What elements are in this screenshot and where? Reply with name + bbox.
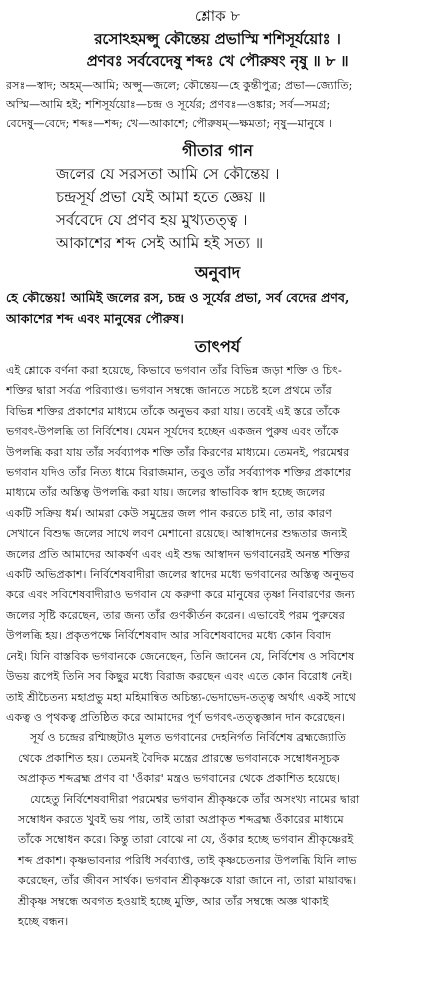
translation-text xyxy=(6,287,429,329)
purport-line: একত্ব ও পৃথকত্ব প্রতিষ্ঠিত করে আমাদের পূর্ণ ভগবৎ-তত্ত্বজ্ঞান দান করেছেন। xyxy=(6,710,346,724)
purport-line: বিভিন্ন শক্তির প্রকাশের মাধ্যমে তাঁকে অনুভব করা যায়। তবেই এই স্তরে তাঁকে xyxy=(6,404,340,418)
purport-text xyxy=(6,361,429,932)
purport-line: নেই। যিনি বাস্তবিক ভগবানকে জেনেছেন, তিনি জানেন যে, নির্বিশেষ ও সবিশেষ xyxy=(6,649,355,663)
purport-line: সূর্য ও চন্দ্রের রশ্মিচ্ছটাও মূলত ভগবানের দেহনির্গত নির্বিশেষ ব্রহ্মজ্যোতি xyxy=(30,731,347,745)
translation-line: হে কৌন্তেয়! আমিই জলের রস, চন্দ্র ও সূর্যের প্রভা, সর্ব বেদের প্রণব, xyxy=(6,290,350,305)
purport-line: ভগবান যদিও তাঁর নিত্য ধামে বিরাজমান, তবুও তাঁর সর্বব্যাপক শক্তির প্রকাশের xyxy=(6,466,352,480)
word-synonyms xyxy=(6,76,429,133)
song-line: আকাশের শব্দ সেই আমি হই সত্য ॥ xyxy=(56,234,264,252)
purport-line: উভয় রূপেই তিনি সব কিছুর মধ্যে বিরাজ করছেন এবং এতে কোন বিরোধ নেই। xyxy=(6,670,353,684)
purport-paragraph xyxy=(6,728,429,932)
song-line: জলের যে সরসতা আমি সে কৌন্তেয় । xyxy=(56,165,280,183)
song-line: সর্ববেদে যে প্রণব হয় মুখ্যতত্ত্ব । xyxy=(56,211,248,229)
translation-title: অনুবাদ xyxy=(194,263,241,282)
song-line: চন্দ্রসূর্য প্রভা যেই আমা হতে জ্ঞেয় ॥ xyxy=(56,188,266,206)
purport-title: তাৎপর্য xyxy=(194,337,241,356)
purport-line: শক্তির দ্বারা সর্বত্র পরিব্যাপ্ত। ভগবান সম্বন্ধে জানতে সচেষ্ট হলে প্রথমে তাঁর xyxy=(6,384,332,398)
song-title: গীতার গান xyxy=(182,141,253,160)
purport-line: তাঁকে সম্বোধন করে। কিন্তু তারা বোঝে না যে, ওঁকার হচ্ছে ভগবান শ্রীকৃষ্ণেরই xyxy=(18,833,354,847)
purport-line: মাধ্যমে তাঁর অস্তিত্ব উপলব্ধি করা যায়। জলের স্বাভাবিক স্বাদ হচ্ছে জলের xyxy=(6,486,326,500)
gita-song xyxy=(6,163,429,255)
sanskrit-verse xyxy=(6,28,429,72)
purport-line: উপলব্ধি করা যায় তাঁর সর্বব্যাপক শক্তি তাঁর কিরণের মাধ্যমে। তেমনই, পরমেশ্বর xyxy=(6,445,350,459)
purport-line: যেহেতু নির্বিশেষবাদীরা পরমেশ্বর ভগবান শ্রীকৃষ্ণকে তাঁর অসংখ্য নামের দ্বারা xyxy=(30,792,360,806)
purport-line: একটি অভিপ্রকাশ। নির্বিশেষবাদীরা জলের স্বাদের মধ্যে ভগবানের অস্তিত্ব অনুভব xyxy=(6,568,354,582)
purport-line: শব্দ প্রকাশ। কৃষ্ণভাবনার পরিধি সর্বব্যাপ্ত, তাই কৃষ্ণচেতনার উপলব্ধি যিনি লাভ xyxy=(18,853,357,867)
synonyms-line: বেদেষু—বেদে; শব্দঃ—শব্দ; খে—আকাশে; পৌরুষম্—ক্ষমতা; নৃষু—মানুষে । xyxy=(6,117,333,130)
synonyms-line: রসঃ—স্বাদ; অহম্—আমি; অপ্সু—জলে; কৌন্তেয়—হে কুন্তীপুত্র; প্রভা—জ্যোতি; xyxy=(6,79,353,92)
purport-line: জলের সৃষ্টি করেছেন, তার জন্য তাঁর গুণকীর্তন করেন। এভাবেই পরম পুরুষের xyxy=(6,608,345,622)
purport-line: সেখানে বিশুদ্ধ জলের সাথে লবণ মেশানো রয়েছে। আস্বাদনের শুদ্ধতার জন্যই xyxy=(6,527,347,541)
purport-line: অপ্রাকৃত শব্দব্রহ্ম প্রণব বা 'ওঁকার' মন্ত্রও ভগবানের থেকে প্রকাশিত হয়েছে। xyxy=(18,772,341,786)
purport-line: একটি সক্রিয় ধর্ম। আমরা কেউ সমুদ্রের জল পান করতে চাই না, তার কারণ xyxy=(6,506,332,520)
purport-line: তাই শ্রীচৈতন্য মহাপ্রভু মহা মহিমান্বিত অচিন্ত্য-ভেদাভেদ-তত্ত্ব অর্থাৎ একই সাথে xyxy=(6,690,356,704)
purport-line: ভগবৎ-উপলব্ধি তা নির্বিশেষ। যেমন সূর্যদেব হচ্ছেন একজন পুরুষ এবং তাঁকে xyxy=(6,425,339,439)
purport-line: সম্বোধন করতে খুবই ভয় পায়, তাই তারা অপ্রাকৃত শব্দব্রহ্ম ওঁকারের মাধ্যমে xyxy=(18,812,344,826)
verse-line: প্রণবঃ সর্ববেদেষু শব্দঃ খে পৌরুষং নৃষু ॥ ৮ ॥ xyxy=(86,52,349,70)
purport-line: এই শ্লোকে বর্ণনা করা হয়েছে, কিভাবে ভগবান তাঁর বিভিন্ন জড়া শক্তি ও চিৎ- xyxy=(6,364,342,377)
purport-line: করে এবং সবিশেষবাদীরাও ভগবান যে করুণা করে মানুষের তৃষ্ণা নিবারণের জন্য xyxy=(6,588,355,602)
purport-line: জলের প্রতি আমাদের আকর্ষণ এবং এই শুদ্ধ আস্বাদন ভগবানেরই অনন্ত শক্তির xyxy=(6,547,350,561)
purport-line: করেছেন, তাঁর জীবন সার্থক। ভগবান শ্রীকৃষ্ণকে যারা জানে না, তারা মায়াবদ্ধ। xyxy=(18,874,357,888)
purport-paragraph xyxy=(6,361,429,728)
verse-line: রসোঽহমপ্সু কৌন্তেয় প্রভাস্মি শশিসূর্যয়োঃ । xyxy=(94,30,341,48)
purport-line: শ্রীকৃষ্ণ সম্বন্ধে অবগত হওয়াই হচ্ছে মুক্তি, আর তাঁর সম্বন্ধে অজ্ঞ থাকাই xyxy=(18,894,329,908)
verse-number: শ্লোক ৮ xyxy=(194,7,241,25)
purport-line: হচ্ছে বন্ধন। xyxy=(18,914,69,928)
synonyms-line: অস্মি—আমি হই; শশিসূর্যয়োঃ—চন্দ্র ও সূর্যের; প্রণবঃ—ওঙ্কার; সর্ব—সমগ্র; xyxy=(6,98,331,111)
purport-line: থেকে প্রকাশিত হয়। তেমনই বৈদিক মন্ত্রের প্রারম্ভে ভগবানকে সম্বোধনসূচক xyxy=(18,751,340,765)
translation-line: আকাশের শব্দ এবং মানুষের পৌরুষ। xyxy=(6,311,184,326)
purport-line: উপলব্ধি হয়। প্রকৃতপক্ষে নির্বিশেষবাদ আর সবিশেষবাদের মধ্যে কোন বিবাদ xyxy=(6,629,332,643)
